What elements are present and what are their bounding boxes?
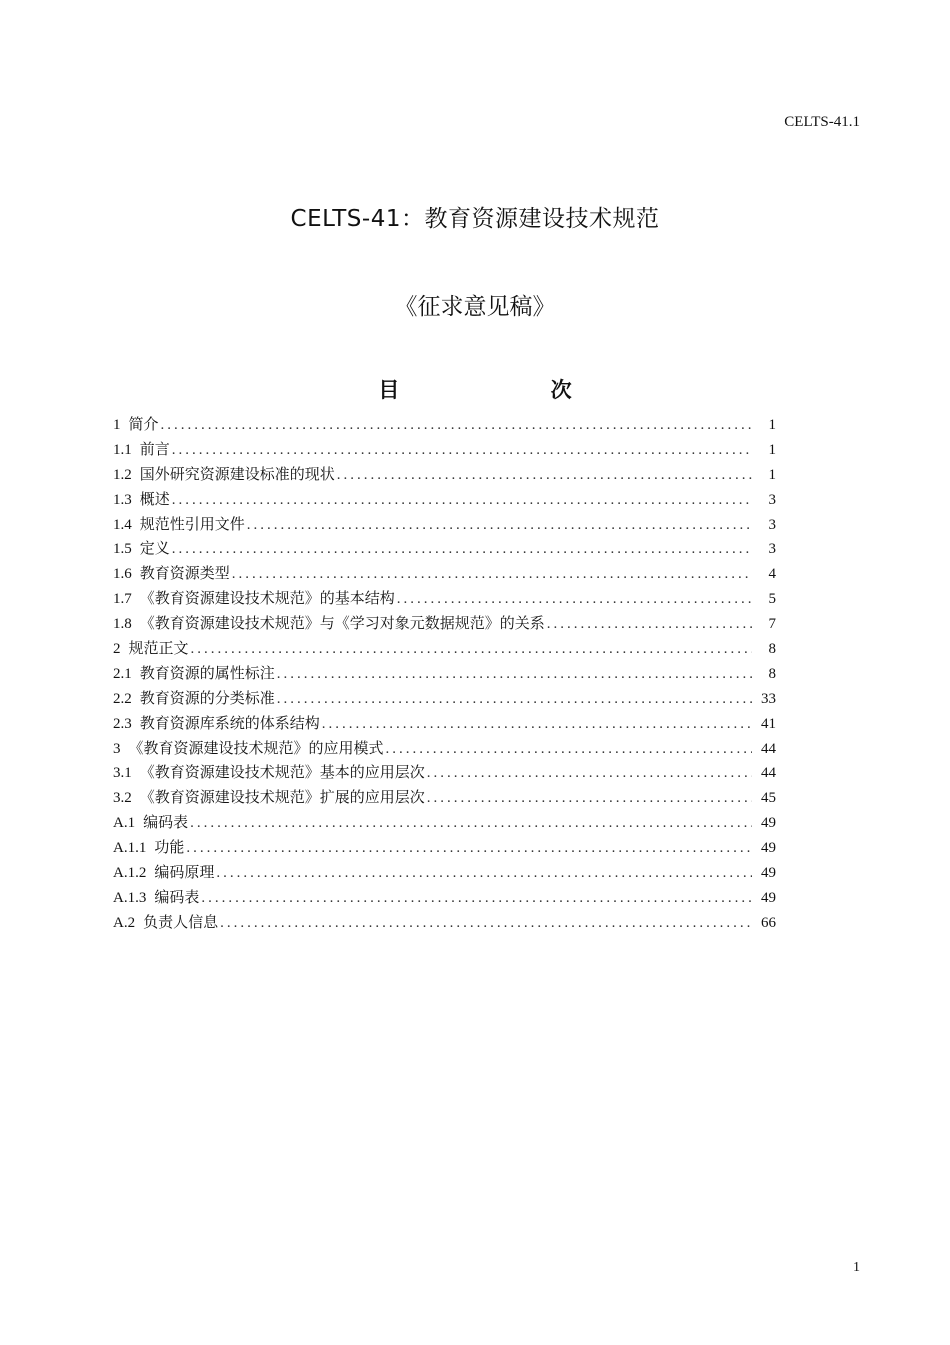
toc-entry-number: A.1.2 bbox=[113, 865, 147, 882]
toc-entry[interactable] bbox=[113, 413, 776, 438]
toc-entry-label: 教育资源的属性标注 bbox=[139, 665, 275, 682]
toc-leader-dots bbox=[277, 691, 752, 708]
toc-entry-label: 前言 bbox=[139, 441, 170, 458]
toc-entry-page: 8 bbox=[768, 665, 776, 682]
toc-entry-label: 规范性引用文件 bbox=[139, 516, 245, 533]
toc-leader-dots bbox=[427, 765, 752, 782]
toc-entry-label: 教育资源库系统的体系结构 bbox=[139, 715, 320, 732]
toc-entry-label: 规范正文 bbox=[128, 641, 189, 658]
toc-entry-label: 概述 bbox=[139, 491, 170, 508]
document-subtitle: 《征求意见稿》 bbox=[394, 294, 556, 320]
toc-entry-number: 2.1 bbox=[113, 665, 132, 682]
toc-leader-dots bbox=[216, 865, 752, 882]
toc-leader-dots bbox=[191, 641, 752, 658]
toc-entry[interactable] bbox=[113, 861, 776, 886]
document-code: CELTS-41.1 bbox=[784, 114, 860, 130]
toc-entry-number: 2 bbox=[113, 641, 121, 658]
toc-entry-page: 33 bbox=[761, 690, 776, 707]
toc-entry-page: 49 bbox=[761, 840, 776, 857]
toc-entry-number: 1.4 bbox=[113, 516, 132, 533]
toc-entry-page: 3 bbox=[768, 541, 776, 558]
toc-entry-page: 41 bbox=[761, 715, 776, 732]
toc-entry[interactable] bbox=[113, 637, 776, 662]
toc-entry-page: 5 bbox=[768, 591, 776, 608]
toc-entry-page: 66 bbox=[761, 914, 776, 931]
toc-leader-dots bbox=[172, 442, 752, 459]
table-of-contents bbox=[113, 413, 776, 936]
toc-leader-dots bbox=[322, 716, 752, 733]
toc-entry-number: 1.1 bbox=[113, 441, 132, 458]
toc-entry-number: 1 bbox=[113, 417, 121, 433]
toc-entry-label: 编码表 bbox=[143, 815, 189, 832]
toc-entry-page: 3 bbox=[768, 491, 776, 508]
toc-entry-label: 《教育资源建设技术规范》与《学习对象元数据规范》的关系 bbox=[139, 616, 545, 633]
toc-entry[interactable] bbox=[113, 662, 776, 687]
toc-entry-label: 《教育资源建设技术规范》基本的应用层次 bbox=[139, 765, 425, 782]
toc-entry-label: 负责人信息 bbox=[143, 914, 219, 931]
toc-entry[interactable] bbox=[113, 786, 776, 811]
toc-entry-label: 国外研究资源建设标准的现状 bbox=[139, 466, 335, 483]
toc-leader-dots bbox=[161, 417, 752, 434]
toc-entry-page: 44 bbox=[761, 740, 776, 757]
document-title: CELTS-41：教育资源建设技术规范 bbox=[290, 206, 660, 232]
toc-entry-label: 编码原理 bbox=[154, 865, 215, 882]
toc-entry-number: 1.7 bbox=[113, 591, 132, 608]
toc-entry-label: 教育资源类型 bbox=[139, 566, 230, 583]
toc-entry[interactable] bbox=[113, 811, 776, 836]
toc-entry-label: 定义 bbox=[139, 541, 170, 558]
toc-leader-dots bbox=[186, 840, 752, 857]
toc-entry-number: 3 bbox=[113, 740, 121, 757]
toc-entry-label: 《教育资源建设技术规范》扩展的应用层次 bbox=[139, 790, 425, 807]
toc-entry[interactable] bbox=[113, 537, 776, 562]
toc-entry-number: 2.2 bbox=[113, 690, 132, 707]
toc-entry-number: 1.8 bbox=[113, 616, 132, 633]
toc-entry-page: 49 bbox=[761, 815, 776, 832]
toc-entry[interactable] bbox=[113, 463, 776, 488]
toc-entry-label: 功能 bbox=[154, 840, 185, 857]
toc-entry-label: 教育资源的分类标准 bbox=[139, 690, 275, 707]
toc-entry[interactable] bbox=[113, 438, 776, 463]
toc-entry-number: 1.2 bbox=[113, 466, 132, 483]
toc-entry-page: 1 bbox=[768, 417, 776, 433]
toc-entry-number: 1.3 bbox=[113, 491, 132, 508]
toc-entry-label: 编码表 bbox=[154, 889, 200, 906]
toc-entry-number: A.1 bbox=[113, 815, 136, 832]
toc-entry-number: A.1.3 bbox=[113, 889, 147, 906]
toc-entry-label: 《教育资源建设技术规范》的应用模式 bbox=[128, 740, 384, 757]
toc-entry-number: 1.5 bbox=[113, 541, 132, 558]
toc-entry[interactable] bbox=[113, 488, 776, 513]
toc-leader-dots bbox=[220, 915, 752, 932]
toc-entry-page: 45 bbox=[761, 790, 776, 807]
toc-entry[interactable] bbox=[113, 761, 776, 786]
toc-leader-dots bbox=[172, 492, 752, 509]
toc-entry[interactable] bbox=[113, 737, 776, 762]
toc-leader-dots bbox=[201, 890, 752, 907]
toc-leader-dots bbox=[232, 566, 752, 583]
toc-entry[interactable] bbox=[113, 886, 776, 911]
toc-leader-dots bbox=[190, 815, 752, 832]
page-number: 1 bbox=[853, 1260, 860, 1275]
toc-leader-dots bbox=[427, 790, 752, 807]
toc-leader-dots bbox=[247, 517, 752, 534]
toc-entry-page: 49 bbox=[761, 889, 776, 906]
toc-entry-page: 4 bbox=[768, 566, 776, 583]
toc-leader-dots bbox=[547, 616, 752, 633]
toc-entry[interactable] bbox=[113, 562, 776, 587]
toc-entry-number: A.1.1 bbox=[113, 840, 147, 857]
toc-entry-number: A.2 bbox=[113, 914, 136, 931]
toc-entry-page: 44 bbox=[761, 765, 776, 782]
toc-entry[interactable] bbox=[113, 712, 776, 737]
toc-entry[interactable] bbox=[113, 911, 776, 936]
toc-entry-label: 简介 bbox=[128, 417, 159, 433]
toc-entry-page: 8 bbox=[768, 641, 776, 658]
toc-entry-page: 7 bbox=[768, 616, 776, 633]
toc-entry-number: 1.6 bbox=[113, 566, 132, 583]
toc-entry-number: 3.2 bbox=[113, 790, 132, 807]
toc-entry-page: 49 bbox=[761, 865, 776, 882]
toc-leader-dots bbox=[277, 666, 752, 683]
toc-entry-number: 2.3 bbox=[113, 715, 132, 732]
toc-entry[interactable] bbox=[113, 587, 776, 612]
toc-heading: 目 次 bbox=[378, 378, 620, 402]
toc-entry-page: 3 bbox=[768, 516, 776, 533]
toc-entry[interactable] bbox=[113, 836, 776, 861]
toc-leader-dots bbox=[337, 467, 752, 484]
toc-entry[interactable] bbox=[113, 687, 776, 712]
toc-entry[interactable] bbox=[113, 513, 776, 538]
toc-entry-number: 3.1 bbox=[113, 765, 132, 782]
toc-entry-page: 1 bbox=[768, 441, 776, 458]
toc-entry[interactable] bbox=[113, 612, 776, 637]
toc-entry-label: 《教育资源建设技术规范》的基本结构 bbox=[139, 591, 395, 608]
toc-leader-dots bbox=[397, 591, 752, 608]
toc-leader-dots bbox=[386, 741, 752, 758]
toc-entry-page: 1 bbox=[768, 466, 776, 483]
toc-leader-dots bbox=[172, 541, 752, 558]
